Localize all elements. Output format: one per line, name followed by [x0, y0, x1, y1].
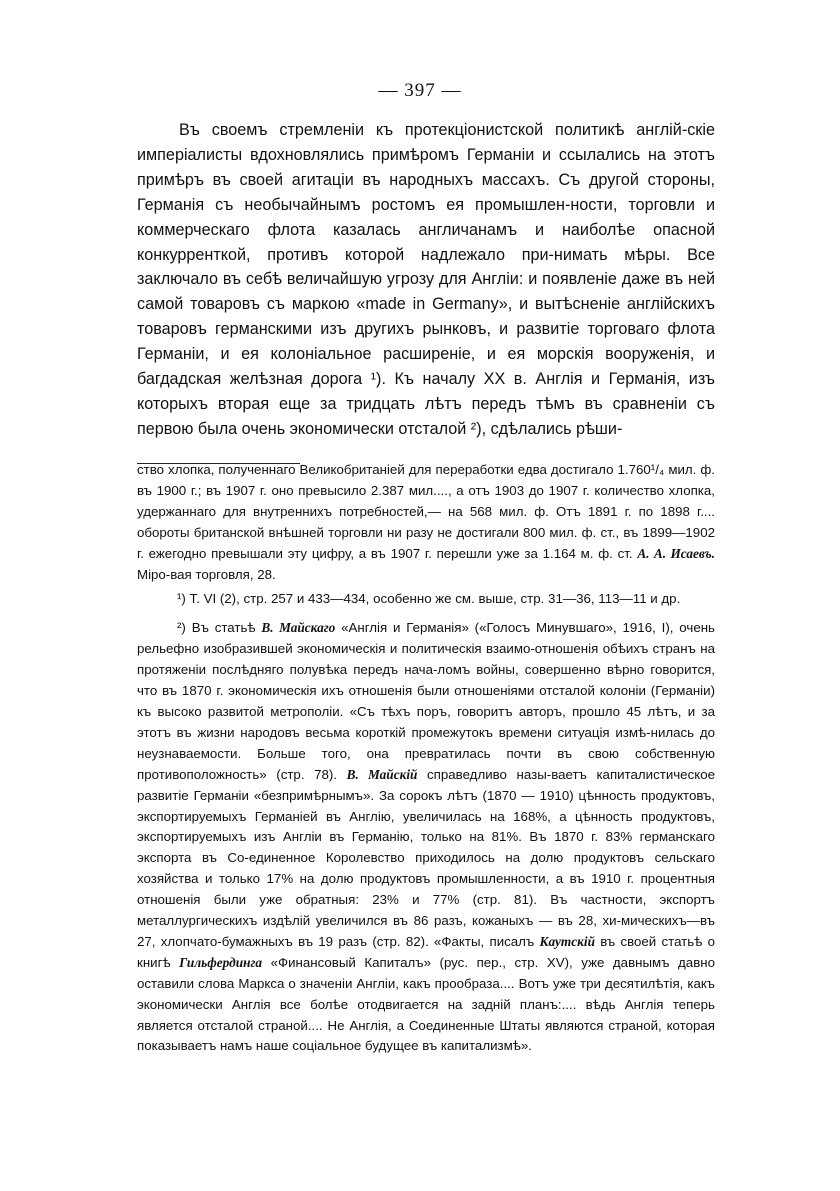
- footnote-continuation: [137, 460, 715, 585]
- footnote-continuation-author: А. А. Исаевъ.: [637, 545, 715, 561]
- footnote-continuation-tail: Міро-вая торговля, 28.: [137, 566, 276, 582]
- main-paragraph: Въ своемъ стремленіи къ протекціонистской политикѣ англій-скіе имперіалисты вдохновлялись примѣромъ Германіи и ссылались на этотъ примѣръ въ своей агитаціи въ народныхъ массахъ. Съ другой стороны, Германія съ необычайнымъ ростомъ ея промышлен-ности, торговли и коммерческаго флота казалась англичанамъ и наиболѣе опасной конкурренткой, противъ которой надлежало при-нимать мѣры. Все заключало въ себѣ величайшую угрозу для Англіи: и появленіе даже въ ней самой товаровъ съ маркою «made in Germany», и вытѣсненіе англійскихъ товаровъ германскими изъ другихъ рынковъ, и развитіе торговаго флота Германіи, и ея колоніальное расширеніе, и ея морскія вооруженія, и багдадская желѣзная дорога ¹). Къ началу XX в. Англія и Германія, изъ которыхъ вторая еще за тридцать лѣтъ передъ тѣмъ въ сравненіи съ первою была очень экономически отсталой ²), сдѣлались рѣши-: [137, 121, 715, 438]
- footnotes: [137, 460, 715, 1057]
- footnote-2-author-name: В. Майскаго: [261, 620, 336, 636]
- page-number: — 397 —: [378, 80, 462, 101]
- footnote-2: [137, 618, 715, 1057]
- footnote-2-text: справедливо назы-ваетъ капиталистическое развитіе Германіи «безпримѣрнымъ». За сорокъ лѣтъ (1870 — 1910) цѣнность продуктовъ, экспортируемыхъ Германіей въ Англію, увеличилась на 168%, а цѣнность продуктовъ, экспортируемыхъ изъ Англіи въ Германію, только на 81%. Въ 1870 г. 83% германскаго экспорта въ Со-единенное Королевство приходилось на долю продуктовъ сельскаго хозяйства и только 17% на долю продуктовъ промышленности, а въ 1910 г. процентныя отношенія были уже обратныя: 23% и 77% (стр. 81). Въ частности, экспортъ металлургическихъ издѣлій увеличился въ 86 разъ, кожаныхъ — въ 28, хи-мическихъ—въ 27, хлопчато-бумажныхъ въ 19 разъ (стр. 82). «Факты, писалъ: [137, 766, 715, 949]
- footnote-continuation-text: ство хлопка, полученнаго Великобританіей для переработки едва достигало 1.760¹/₄ мил. ф. въ 1900 г.; въ 1907 г. оно превысило 2.387 мил...., а отъ 1903 до 1907 г. количество хлопка, удержаннаго для внутреннихъ потребностей,— на 568 мил. ф. Отъ 1891 г. по 1898 г.... обороты британской внѣшней торговли ни разу не достигали 800 мил. ф. ст., въ 1899—1902 г. ежегодно превышали эту цифру, а въ 1907 г. перешли уже за 1.164 м. ф. ст.: [137, 462, 715, 561]
- footnote-2-text: въ своей статьѣ о книгѣ: [137, 933, 716, 970]
- footnote-1: ¹) Т. VI (2), стр. 257 и 433—434, особенно же см. выше, стр. 31—36, 113—11 и др.: [177, 591, 681, 607]
- footnote-2-author-name: Каутскій: [539, 933, 595, 949]
- footnote-2-author-name: Гильфердинга: [179, 954, 263, 970]
- footnote-2-author-name: В. Майскій: [346, 766, 418, 782]
- footnote-2-text: ²) Въ статьѣ: [177, 620, 262, 636]
- footnote-2-text: «Англія и Германія» («Голосъ Минувшаго», 1916, I), очень рельефно изобразившей экономическія и политическія взаимо-отношенія обѣихъ странъ на протяженіи послѣдняго полувѣка передъ нача-ломъ войны, совершенно вѣрно говорится, что въ 1870 г. экономическія ихъ отношенія были отношеніями отсталой колоніи (Германіи) къ высоко развитой метрополіи. «Съ тѣхъ поръ, говоритъ авторъ, прошло 45 лѣтъ, и за этотъ въ жизни народовъ весьма короткій промежутокъ времени ситуація измѣ-нилась до неузнаваемости. Больше того, она превратилась почти въ свою собственную противоположность» (стр. 78).: [137, 620, 715, 782]
- footnote-2-text: «Финансовый Капиталъ» (рус. пер., стр. XV), уже давнымъ давно оставили слова Маркса о значеніи Англіи, какъ прообраза.... Вотъ уже три десятилѣтія, какъ экономически Англія все болѣе отодвигается на задній планъ:.... вѣдь Англія теперь является отсталой страной.... Не Англія, а Соединенные Штаты являются страной, которая показываетъ намъ наше соціальное будущее въ капитализмѣ».: [137, 954, 715, 1054]
